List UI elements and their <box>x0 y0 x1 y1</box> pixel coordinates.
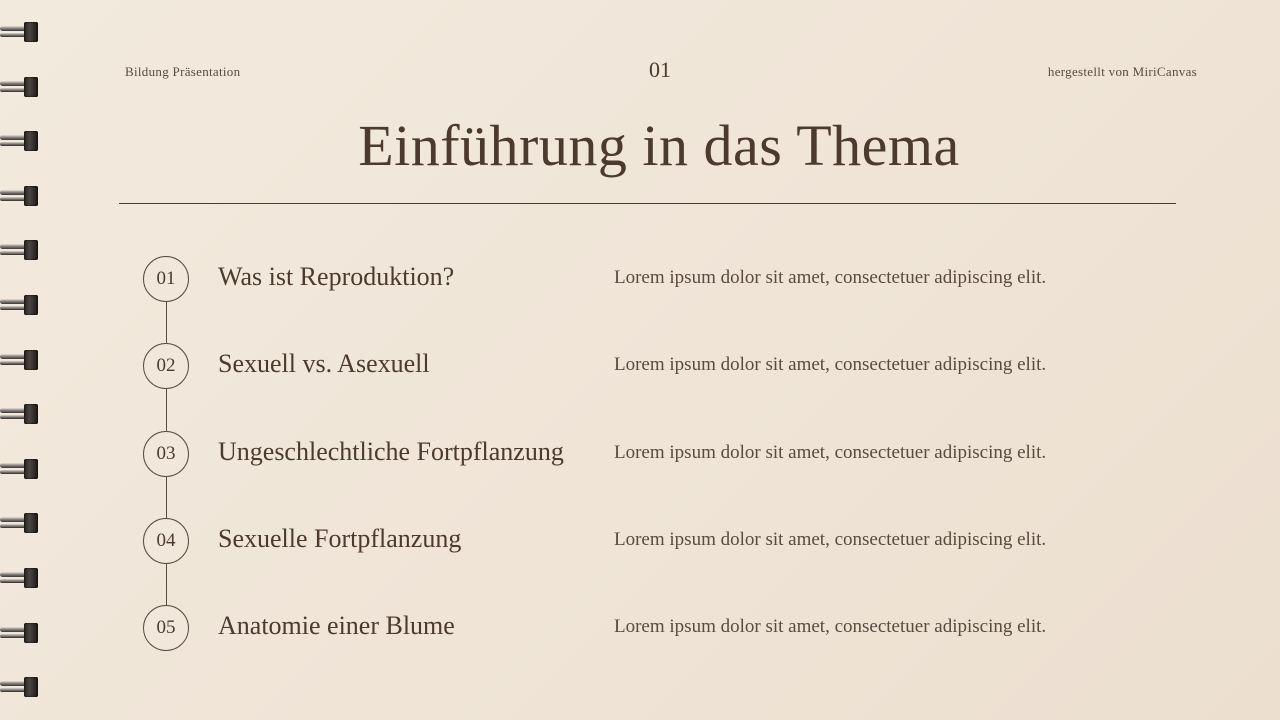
agenda-item-2 <box>0 343 1280 391</box>
spiral-ring <box>0 402 40 426</box>
agenda-item-description: Lorem ipsum dolor sit amet, consectetuer adipiscing elit. <box>614 354 1047 375</box>
agenda-item-title: Sexuelle Fortpflanzung <box>218 524 462 553</box>
author-credit: hergestellt von MiriCanvas <box>1047 64 1197 79</box>
agenda-item-description: Lorem ipsum dolor sit amet, consectetuer adipiscing elit. <box>614 267 1047 288</box>
agenda-item-title: Anatomie einer Blume <box>218 611 455 640</box>
agenda-item-description: Lorem ipsum dolor sit amet, consectetuer adipiscing elit. <box>614 616 1047 637</box>
agenda-item-description: Lorem ipsum dolor sit amet, consectetuer adipiscing elit. <box>614 529 1047 550</box>
spiral-ring <box>0 75 40 99</box>
agenda-item-title: Was ist Reproduktion? <box>218 262 455 291</box>
agenda-item-3 <box>0 431 1280 479</box>
agenda-number-badge: 01 <box>143 256 189 302</box>
agenda-number-badge: 03 <box>143 431 189 477</box>
agenda-item-5 <box>0 605 1280 653</box>
spiral-ring <box>0 675 40 699</box>
agenda-number-badge: 05 <box>143 605 189 651</box>
agenda-item-title: Ungeschlechtliche Fortpflanzung <box>218 437 564 466</box>
agenda-number-badge: 04 <box>143 518 189 564</box>
agenda-item-description: Lorem ipsum dolor sit amet, consectetuer adipiscing elit. <box>614 442 1047 463</box>
title-divider <box>119 203 1176 204</box>
spiral-ring <box>0 184 40 208</box>
agenda-item-1 <box>0 256 1280 304</box>
page-number: 01 <box>649 57 671 82</box>
slide-title: Einführung in das Thema <box>358 113 960 178</box>
presentation-category: Bildung Präsentation <box>125 64 241 79</box>
spiral-ring <box>0 566 40 590</box>
spiral-ring <box>0 20 40 44</box>
agenda-item-title: Sexuell vs. Asexuell <box>218 349 430 378</box>
agenda-number-badge: 02 <box>143 343 189 389</box>
agenda-item-4 <box>0 518 1280 566</box>
